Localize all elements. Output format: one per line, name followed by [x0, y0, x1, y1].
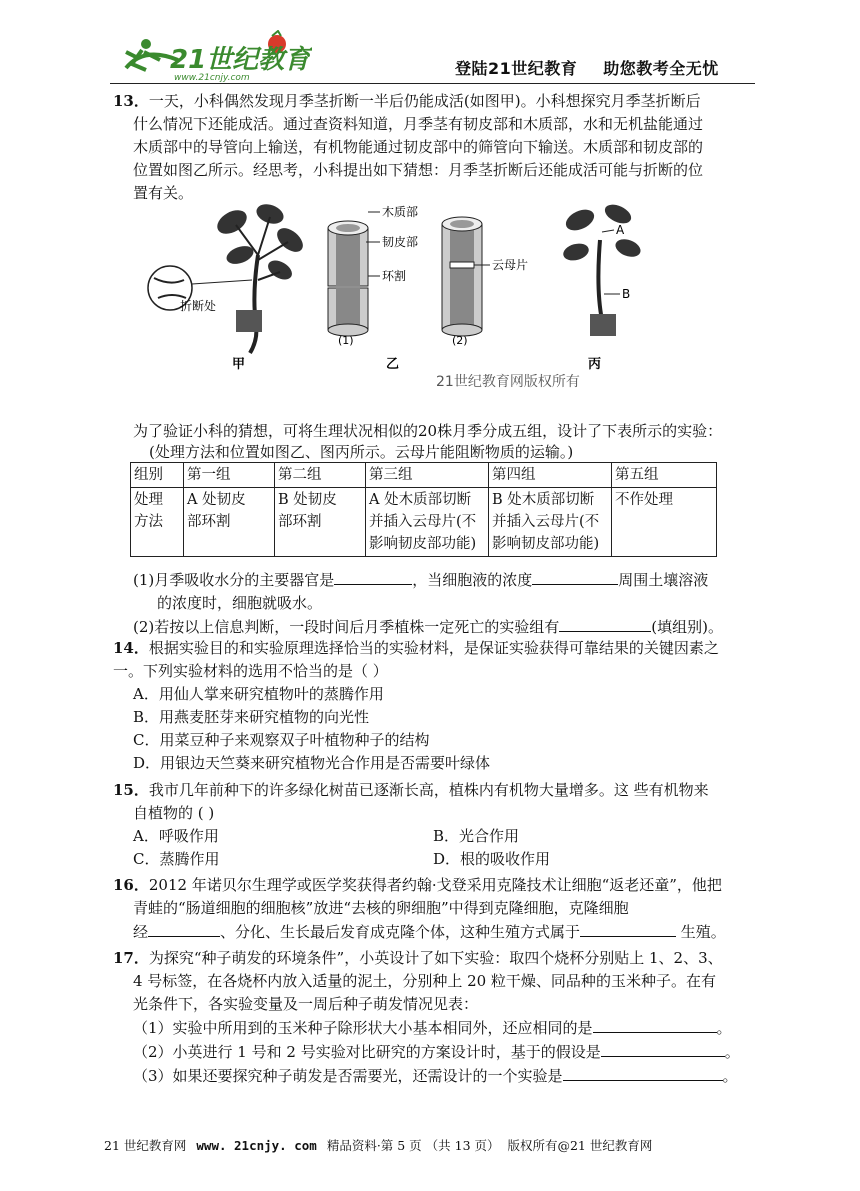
table-cell: A 处韧皮 部环割: [184, 488, 275, 557]
slogan-login: 登陆21世纪教育: [455, 59, 578, 78]
option-d: D．用银边天竺葵来研究植物光合作用是否需要叶绿体: [133, 754, 491, 772]
question-14: 14．根据实验目的和实验原理选择恰当的实验材料，是保证实验获得可靠结果的关键因素之 一。下列实验材料的选用不恰当的是（ ） A．用仙人掌来研究植物叶的蒸腾作用 B．用燕麦胚芽来研究植物的向光性 C．用菜豆种子来观察双子叶植物种子的结构 D．用银边天竺葵来研究植物光合作用是否需要叶绿体: [113, 637, 763, 775]
label-A: A: [616, 223, 625, 237]
table-header-row: [131, 463, 717, 488]
label-yi: 乙: [386, 357, 400, 372]
question-16: 16．2012 年诺贝尔生理学或医学奖获得者约翰·戈登采用克隆技术让细胞“返老还童”，他把 青蛙的“肠道细胞的细胞核”放进“去核的卵细胞”中得到克隆细胞，克隆细胞 经 、分化、生长最后发育成克隆个体，这种生殖方式属于 生殖。: [113, 876, 726, 941]
q13-subquestions: (1)月季吸收水分的主要器官是 ，当细胞液的浓度 周围土壤溶液 的浓度时，细胞就吸水。 (2)若按以上信息判断，一段时间后月季植株一定死亡的实验组有 (填组别)。: [133, 568, 763, 639]
table-header-cell: 第三组: [366, 463, 489, 488]
watermark-text: 21世纪教育网版权所有: [436, 374, 580, 390]
table-row: [131, 488, 717, 557]
question-13: 13．一天，小科偶然发现月季茎折断一半后仍能成活(如图甲)。小科想探究月季茎折断后 什么情况下还能成活。通过查资料知道，月季茎有韧皮部和木质部，水和无机盐能通过 木质部中的导管向上输送，有机物能通过韧皮部中的筛管向下输送。木质部和韧皮部的 位置如图乙所示。经思考，小科提出如下猜想：月季茎折断后还能成活可能与折断的位 置有关。: [113, 92, 704, 202]
answer-blank[interactable]: [580, 920, 676, 937]
table-header-cell: 第一组: [184, 463, 275, 488]
question-17: 17．为探究“种子萌发的环境条件”，小英设计了如下实验：取四个烧杯分别贴上 1、2、3、 4 号标签，在各烧杯内放入适量的泥土，分别种上 20 粒干燥、同品种的玉米种子。在有 光条件下，各实验变量及一周后种子萌发情况见表： （1）实验中所用到的玉米种子除形状大小基本相同外，还应相同的是 。 （2）小英进行 1 号和 2 号实验对比研究的方案设计时，基于的假设是 。 （3）如果还要探究种子萌发是否需要光，还需设计的一个实验是 。: [113, 949, 740, 1085]
answer-blank[interactable]: [563, 1064, 723, 1081]
stem-figure: [140, 200, 665, 395]
page-footer: [104, 1136, 652, 1154]
footer-copyright: 版权所有@21 世纪教育网: [507, 1138, 653, 1153]
label-B: B: [622, 287, 631, 301]
stem-segment-1: [328, 204, 418, 347]
table-header-cell: 第二组: [275, 463, 366, 488]
label-jia: 甲: [232, 357, 246, 372]
label-phloem: 韧皮部: [382, 235, 419, 249]
answer-blank[interactable]: [148, 920, 220, 937]
question-15: 15．我市几年前种下的许多绿化树苗已逐渐长高，植株内有机物大量增多。这 些有机物来 自植物的 ( ) A．呼吸作用 B．光合作用 C．蒸腾作用 D．根的吸收作用: [113, 779, 763, 871]
label-2: (2): [452, 334, 468, 347]
label-ring-cut: 环割: [382, 269, 407, 283]
table-header-cell: 第五组: [612, 463, 717, 488]
q13-verify-1: 为了验证小科的猜想，可将生理状况相似的20株月季分成五组，设计了下表所示的实验：: [133, 422, 723, 440]
header-divider: [110, 83, 755, 84]
slogan-help: 助您教考全无忧: [603, 59, 719, 78]
table-header-cell: 组别: [131, 463, 184, 488]
plant-jia-illustration: [148, 201, 307, 372]
option-b: B．光合作用: [433, 827, 520, 845]
footer-left: 21 世纪教育网: [104, 1138, 187, 1153]
footer-page-number: 精品资料·第 5 页 （共 13 页）: [326, 1138, 500, 1153]
option-c: C．用菜豆种子来观察双子叶植物种子的结构: [133, 731, 430, 749]
label-1: (1): [338, 334, 354, 347]
table-cell: 不作处理: [612, 488, 717, 557]
option-a: A．呼吸作用: [133, 827, 219, 845]
label-mica: 云母片: [492, 258, 529, 272]
answer-blank[interactable]: [593, 1016, 717, 1033]
table-cell: B 处韧皮 部环割: [275, 488, 366, 557]
plant-bing-illustration: [561, 201, 643, 372]
answer-blank[interactable]: [532, 568, 618, 585]
option-b: B．用燕麦胚芽来研究植物的向光性: [133, 708, 370, 726]
logo-url: www.21cnjy.com: [174, 73, 250, 83]
site-logo: [112, 30, 312, 84]
label-break-point: 折断处: [180, 299, 217, 313]
experiment-table: [130, 462, 717, 557]
logo-runner-icon: [112, 30, 312, 84]
table-cell: 处理 方法: [131, 488, 184, 557]
answer-blank[interactable]: [334, 568, 412, 585]
table-cell: B 处木质部切断 并插入云母片(不 影响韧皮部功能): [489, 488, 612, 557]
footer-site-link[interactable]: www. 21cnjy. com: [196, 1138, 317, 1153]
option-d: D．根的吸收作用: [433, 850, 551, 868]
label-xylem: 木质部: [382, 205, 419, 219]
option-c: C．蒸腾作用: [133, 850, 220, 868]
answer-blank[interactable]: [601, 1040, 725, 1057]
table-cell: A 处木质部切断 并插入云母片(不 影响韧皮部功能): [366, 488, 489, 557]
header-slogan: [455, 56, 719, 79]
option-a: A．用仙人掌来研究植物叶的蒸腾作用: [133, 685, 384, 703]
logo-text: 21世纪教育: [170, 45, 311, 75]
q13-verify-2: (处理方法和位置如图乙、图丙所示。云母片能阻断物质的运输。): [149, 443, 574, 461]
answer-blank[interactable]: [559, 615, 651, 632]
label-bing: 丙: [588, 357, 602, 372]
table-header-cell: 第四组: [489, 463, 612, 488]
